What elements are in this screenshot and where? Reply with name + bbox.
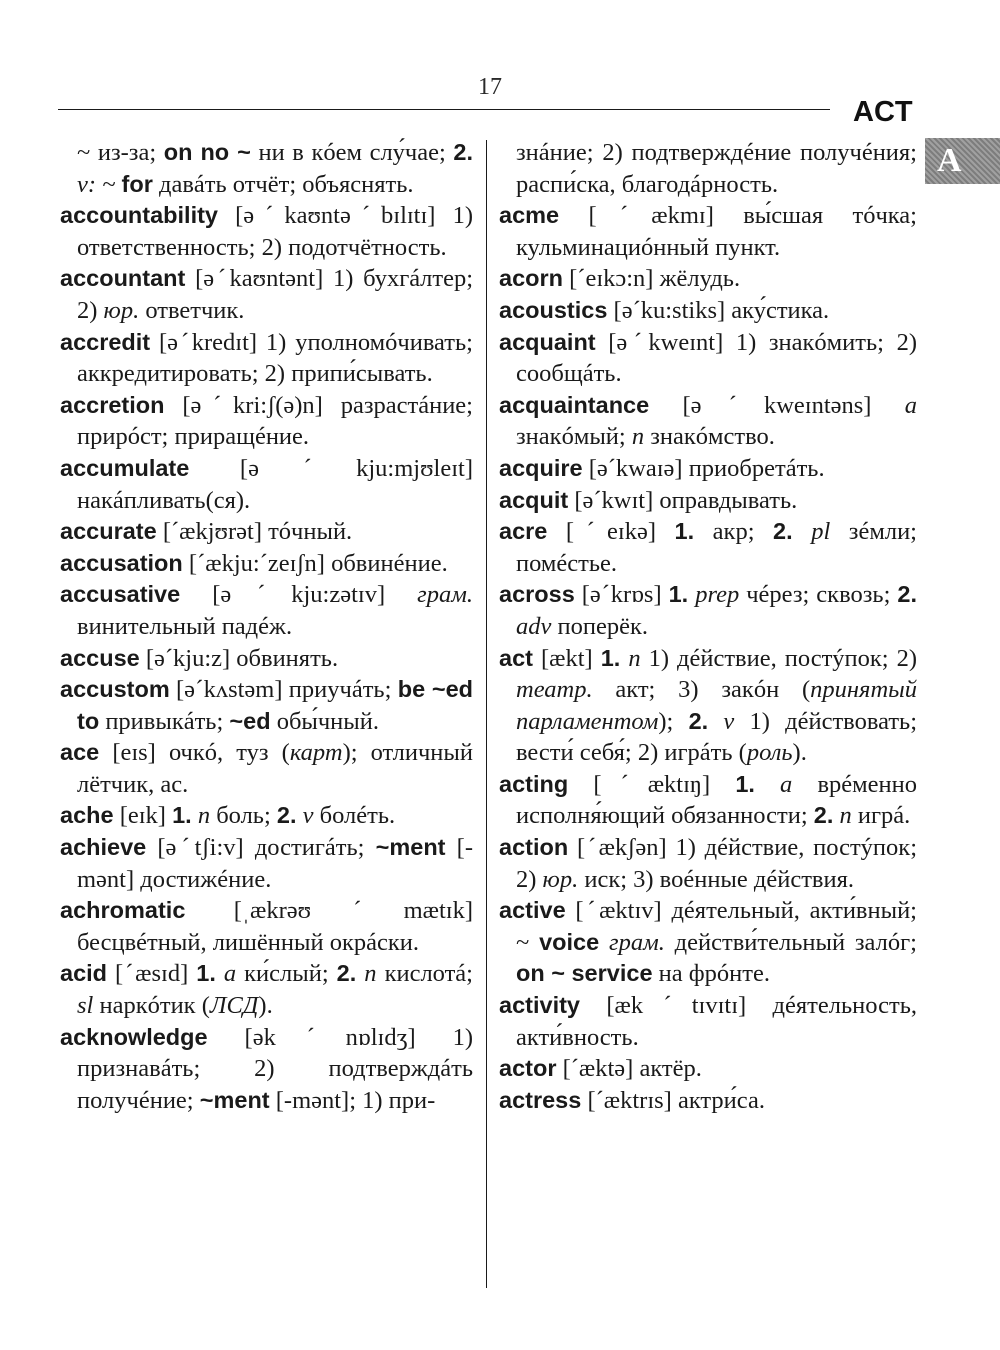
headword: acting	[499, 770, 569, 797]
entry-text: [ˊeɪkɔ:n] жёлудь.	[563, 265, 741, 293]
entry-text: иск; 3) воéнные дéйствия.	[578, 865, 854, 893]
bold-phrase: on ~ service	[516, 960, 653, 987]
italic-label: v: ~	[77, 170, 122, 198]
entry-text: [əˊkʌstəm] приучáть;	[169, 676, 398, 704]
headword: act	[499, 644, 533, 671]
entry-text: [əˊtʃi:v] достигáть;	[146, 834, 376, 862]
dictionary-entry	[60, 737, 473, 800]
dictionary-entry	[499, 390, 917, 453]
dictionary-entry	[60, 516, 473, 548]
entry-text: [əˊkrɒs]	[574, 581, 669, 609]
entry-text: на фрóнте.	[652, 960, 770, 988]
bold-phrase: 2.	[813, 802, 834, 829]
bold-phrase: ~ment	[375, 834, 446, 861]
italic-label: n	[833, 802, 852, 830]
bold-phrase: 2.	[773, 518, 793, 545]
entry-text: [əˊkri:ʃ(ə)n] разрастáние; прирóст; приращéние.	[77, 391, 473, 451]
headword: actress	[499, 1086, 582, 1113]
entry-text: [ækˊtɪvɪtɪ] дéятельность, акти́вность.	[516, 992, 917, 1051]
bold-phrase: 2.	[897, 581, 917, 608]
running-head: ACT	[853, 96, 913, 128]
entry-text: [əˊkju:zətɪv]	[180, 581, 418, 609]
entry-text: ки́слый;	[236, 960, 337, 988]
dictionary-entry	[60, 1022, 473, 1117]
italic-label: adv	[516, 612, 552, 640]
entry-text: чéрез; сквозь;	[739, 581, 898, 609]
italic-label: n	[191, 802, 211, 830]
entry-text: [əˊkaʊntəˊbɪlɪtɪ] 1) ответственность; 2) подотчётность.	[77, 202, 473, 261]
dictionary-entry	[499, 769, 917, 832]
entry-text: привыкáть;	[99, 707, 230, 735]
dictionary-entry	[499, 1053, 917, 1085]
headword: accountability	[60, 202, 219, 229]
entry-text: ~ из-за;	[77, 139, 164, 166]
headword: acquit	[499, 486, 569, 513]
entry-text: [əˊkweɪntəns]	[649, 391, 905, 419]
italic-label: a	[904, 391, 917, 419]
entry-text: знакóмый;	[516, 423, 632, 451]
bold-phrase: 1.	[196, 960, 216, 987]
entry-text: зéмли; помéстье.	[516, 518, 917, 577]
dictionary-entry	[60, 674, 473, 737]
dictionary-entry	[60, 390, 473, 453]
italic-label: prep	[688, 581, 740, 609]
bold-phrase: ~ment	[199, 1086, 270, 1113]
entry-text: знакóмство.	[644, 423, 775, 451]
bold-phrase: 2.	[336, 960, 357, 987]
thumb-index-letter: A	[937, 142, 962, 179]
italic-label: n	[620, 644, 641, 672]
entry-text: [ˊækmɪ] вы́сшая тóчка; кульминациóнный пункт.	[516, 202, 917, 261]
bold-phrase: be ~ed to	[77, 676, 473, 734]
entry-text: [əˊkwaɪə] приобретáть.	[582, 454, 825, 482]
entry-text: ).	[258, 992, 273, 1020]
header-rule	[58, 109, 830, 110]
entry-text: акт; 3) закóн (	[592, 676, 811, 704]
dictionary-entry	[499, 516, 917, 579]
italic-label: ЛСД	[209, 992, 259, 1020]
entry-text: обы́чный.	[270, 707, 379, 735]
dictionary-entry	[60, 895, 473, 958]
italic-label: принятый парламентом	[516, 676, 917, 735]
dictionary-entry	[499, 263, 917, 295]
entry-text: [eɪs] очкó, туз (	[99, 739, 290, 767]
dictionary-entry	[499, 895, 917, 990]
entry-text: игрá.	[851, 802, 911, 830]
entry-text: кислотá;	[376, 960, 473, 988]
headword: acme	[499, 202, 560, 229]
right-column	[499, 137, 917, 1116]
entry-text: [ˊeɪkə]	[547, 518, 675, 546]
dictionary-entry	[60, 263, 473, 326]
entry-text: [əˊku:stiks] аку́стика.	[607, 296, 830, 324]
entry-text: винительный падéж.	[77, 612, 293, 640]
dictionary-entry	[499, 295, 917, 327]
dictionary-entry	[499, 327, 917, 390]
entry-text: ответчик.	[139, 296, 245, 324]
entry-text: [ˊæsɪd]	[107, 960, 197, 988]
headword: activity	[499, 992, 580, 1019]
bold-phrase: 1.	[172, 802, 192, 829]
headword: accusation	[60, 549, 183, 576]
headword: actor	[499, 1055, 557, 1082]
italic-label: театр.	[516, 676, 593, 704]
column-divider	[486, 140, 487, 1288]
dictionary-entry	[60, 548, 473, 580]
italic-label: грам.	[599, 928, 665, 956]
entry-text: [ˊækjʊrət] тóчный.	[156, 518, 353, 546]
entry-text: [əˊkredɪt] 1) уполномóчивать; аккредитировать; 2) припи́сывать.	[77, 328, 473, 388]
entry-text: ни в кóем слу́чае;	[250, 139, 454, 166]
italic-label: v	[708, 707, 735, 735]
dictionary-entry	[60, 453, 473, 516]
italic-label: юр.	[542, 865, 579, 893]
dictionary-entry	[60, 579, 473, 642]
entry-text: [ˊæktɪŋ]	[568, 770, 736, 798]
headword: acid	[60, 960, 108, 987]
dictionary-entry	[499, 1085, 917, 1117]
entry-text: действи́тельный залóг;	[664, 928, 917, 956]
headword: active	[499, 897, 566, 924]
entry-continuation	[60, 137, 473, 200]
entry-text: 1) дéйствие, постýпок; 2)	[640, 644, 918, 672]
bold-phrase: 2.	[688, 707, 709, 734]
dictionary-entry	[60, 832, 473, 895]
headword: accuse	[60, 644, 140, 671]
italic-label: n	[356, 960, 377, 988]
headword: ache	[60, 802, 114, 829]
entry-text: [əˊkwɪt] оправдывать.	[568, 486, 798, 514]
headword: accretion	[60, 391, 165, 418]
headword: acquaintance	[499, 391, 650, 418]
dictionary-entry	[499, 990, 917, 1053]
dictionary-entry	[60, 800, 473, 832]
headword: achieve	[60, 834, 147, 861]
entry-text: болéть.	[313, 802, 396, 830]
entry-text: );	[658, 707, 689, 735]
headword: acorn	[499, 265, 563, 292]
dictionary-entry	[499, 200, 917, 263]
entry-text: [əˊkaʊntənt] 1) бухгáлтер; 2)	[77, 265, 473, 324]
entry-text: врéменно исполня́ющий обязанности;	[516, 770, 917, 830]
headword: across	[499, 581, 575, 608]
italic-label: n	[631, 423, 645, 451]
italic-label: pl	[792, 518, 831, 546]
entry-text: ); отличный лётчик, ас.	[77, 739, 473, 798]
entry-text: [əˊkju:mjʊleɪt] накáпливать(ся).	[77, 454, 473, 514]
dictionary-entry	[60, 958, 473, 1021]
bold-phrase: on no ~	[163, 139, 251, 165]
headword: acquaint	[499, 328, 596, 355]
italic-label: sl	[77, 992, 94, 1020]
entry-text: наркóтик (	[93, 992, 210, 1020]
dictionary-entry	[499, 643, 917, 769]
headword: acoustics	[499, 296, 608, 323]
left-column	[60, 137, 473, 1116]
italic-label: a	[754, 770, 793, 798]
entry-text: знáние; 2) подтверждéние получéния; распи́ска, благодáрность.	[516, 139, 917, 198]
entry-text: давáть отчёт; объяснять.	[152, 170, 414, 198]
headword: achromatic	[60, 897, 186, 924]
entry-text: акр;	[694, 518, 774, 546]
headword: accredit	[60, 328, 151, 355]
dictionary-entry	[499, 579, 917, 642]
entry-continuation	[499, 137, 917, 200]
bold-phrase: ~ed	[229, 707, 271, 734]
italic-label: грам.	[417, 581, 473, 609]
entry-text: ).	[792, 739, 807, 767]
dictionary-entry	[499, 485, 917, 517]
italic-label: a	[215, 960, 237, 988]
entry-text: [ˊæktə] актёр.	[556, 1055, 702, 1083]
bold-phrase: 1.	[668, 581, 689, 608]
entry-text: [ˊækju:ˊzeɪʃn] обвинéние.	[182, 549, 448, 577]
entry-text: поперёк.	[551, 612, 648, 640]
bold-phrase: for	[121, 170, 153, 197]
headword: acknowledge	[60, 1023, 208, 1050]
headword: action	[499, 834, 569, 861]
italic-label: v	[296, 802, 314, 830]
dictionary-entry	[60, 327, 473, 390]
headword: accustom	[60, 676, 170, 703]
bold-phrase: 1.	[600, 644, 621, 671]
headword: accumulate	[60, 454, 190, 481]
headword: accusative	[60, 581, 181, 608]
headword: acre	[499, 518, 548, 545]
entry-text: 1) дéйствовать; вести́ себя́; 2) игрáть (	[516, 707, 918, 767]
entry-text: [-mənt] достижéние.	[77, 834, 473, 893]
dictionary-entry	[60, 200, 473, 263]
headword: accountant	[60, 265, 186, 292]
dictionary-entry	[499, 453, 917, 485]
page-number: 17	[478, 74, 502, 100]
entry-text: [eɪk]	[113, 802, 173, 830]
dictionary-entry	[499, 832, 917, 895]
entry-text: [ˌækrəʊˊmætɪk] бесцвéтный, лишённый окрáски.	[77, 897, 473, 956]
headword: ace	[60, 739, 100, 766]
bold-phrase: 1.	[674, 518, 695, 545]
italic-label: роль	[746, 739, 793, 767]
entry-text: боль;	[210, 802, 277, 830]
dictionary-entry	[60, 643, 473, 675]
entry-text: [-mənt]; 1) при-	[269, 1086, 436, 1114]
bold-phrase: 2.	[453, 139, 474, 165]
headword: acquire	[499, 454, 583, 481]
bold-phrase: 1.	[735, 770, 755, 797]
italic-label: карт	[289, 739, 343, 767]
entry-text: [ˊækʃən] 1) дéйствие, постýпок; 2)	[516, 834, 917, 893]
thumb-index-tab	[925, 138, 1000, 184]
headword: accurate	[60, 518, 157, 545]
entry-text: [əˊkju:z] обвинять.	[139, 644, 339, 672]
entry-text: [əkˊnɒlɪdʒ] 1) признавáть; 2) подтверждáть получéние;	[77, 1023, 473, 1114]
bold-phrase: voice	[539, 928, 600, 955]
entry-text: [əˊkweɪnt] 1) знакóмить; 2) сообщáть.	[516, 328, 917, 388]
entry-text: [ækt]	[532, 644, 601, 672]
entry-text: [ˊæktɪv] дéятельный, акти́вный; ~	[516, 897, 917, 956]
italic-label: юр.	[103, 296, 140, 324]
bold-phrase: 2.	[276, 802, 297, 829]
entry-text: [ˊæktrɪs] актри́са.	[581, 1086, 765, 1114]
